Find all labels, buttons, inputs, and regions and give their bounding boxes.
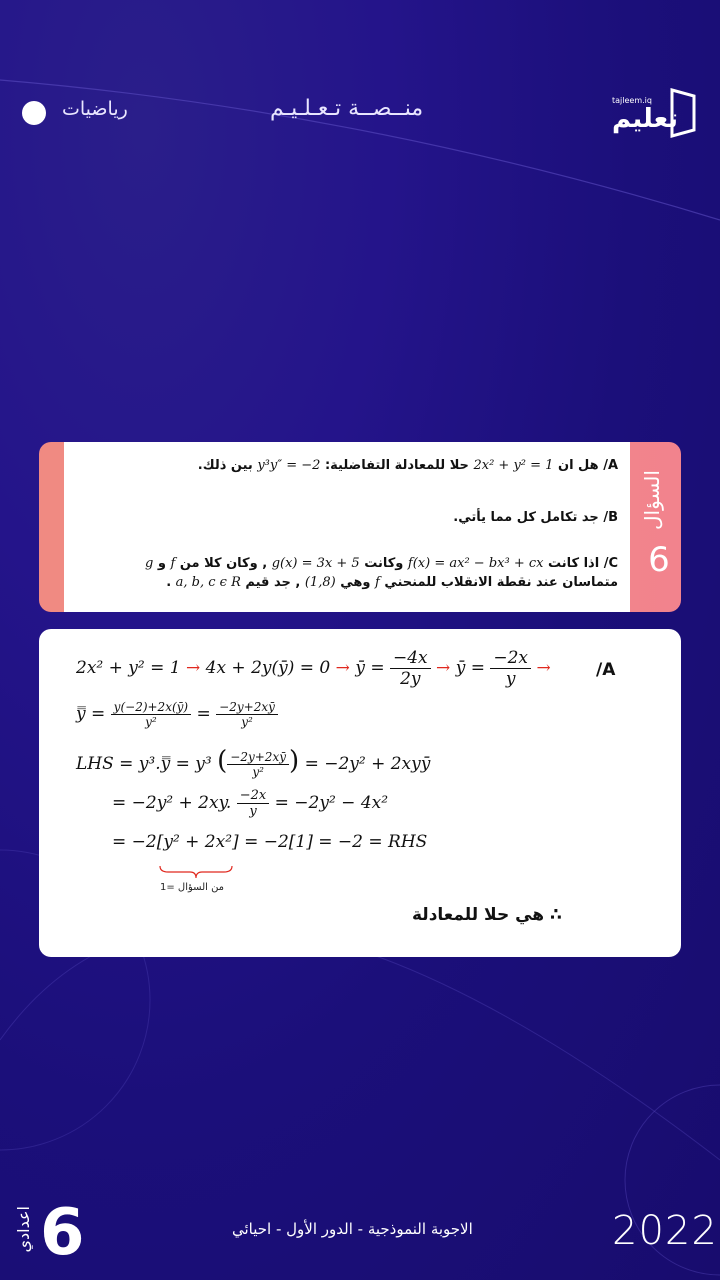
question-c-line1: C/ اذا كانت f(x) = ax² − bx³ + cx وكانت g(x) = 3x + 5 , وكان كلا من f و g bbox=[145, 556, 618, 571]
grade-number: 6 bbox=[40, 1196, 85, 1270]
brace-note: من السؤال =1 bbox=[160, 882, 225, 893]
question-b: B/ جد تكامل كل مما يأتي. bbox=[453, 510, 618, 525]
logo-wordmark: تعليم bbox=[612, 104, 679, 134]
answer-line-5: = −2[y² + 2x²] = −2[1] = −2 = RHS bbox=[112, 832, 428, 852]
logo-url: tajleem.iq bbox=[612, 96, 652, 105]
answer-line-3: LHS = y³.y̿ = y³ ( $\frac{-2y+2xȳ}{\text{y²}}$ ) = −2y² + 2xyȳ bbox=[76, 746, 431, 779]
brace-icon bbox=[158, 864, 234, 880]
answer-line-1: 2x² + y² = 1 → 4x + 2y(ȳ) = 0 → ȳ = $\frac{-4x}{2y}$ → ȳ = $\frac{-2x}{y}$ → bbox=[76, 648, 551, 689]
question-c-line2: متماسان عند نقطة الانقلاب للمنحني f وهي (1,8) , جد قيم a, b, c ϵ R . bbox=[166, 575, 618, 590]
grade-word: اعدادي bbox=[14, 1206, 33, 1253]
question-label-number: 6 bbox=[648, 540, 670, 580]
question-a: A/ هل ان 2x² + y² = 1 حلا للمعادلة التفاضلية: y³y″ = −2 بين ذلك. bbox=[197, 458, 618, 473]
platform-title: منــصــة تـعـلـيـم bbox=[270, 96, 424, 121]
footer-year: 2022 bbox=[612, 1208, 718, 1254]
answer-line-2: y̿ = $\frac{y(-2)+2x(ȳ)}{\text{y²}}$ = $\frac{-2y+2xȳ}{\text{y²}}$ bbox=[76, 700, 278, 729]
question-label-word: السؤال bbox=[640, 470, 664, 530]
answer-label: /A bbox=[596, 660, 616, 680]
header-dot bbox=[22, 101, 46, 125]
footer-text: الاجوبة النموذجية - الدور الأول - احيائي bbox=[232, 1220, 473, 1238]
answer-line-4: = −2y² + 2xy. $\frac{-2x}{y}$ = −2y² − 4x² bbox=[112, 788, 389, 819]
conclusion: ∴ هي حلا للمعادلة bbox=[412, 905, 562, 925]
subject-label: رياضيات bbox=[62, 98, 128, 120]
